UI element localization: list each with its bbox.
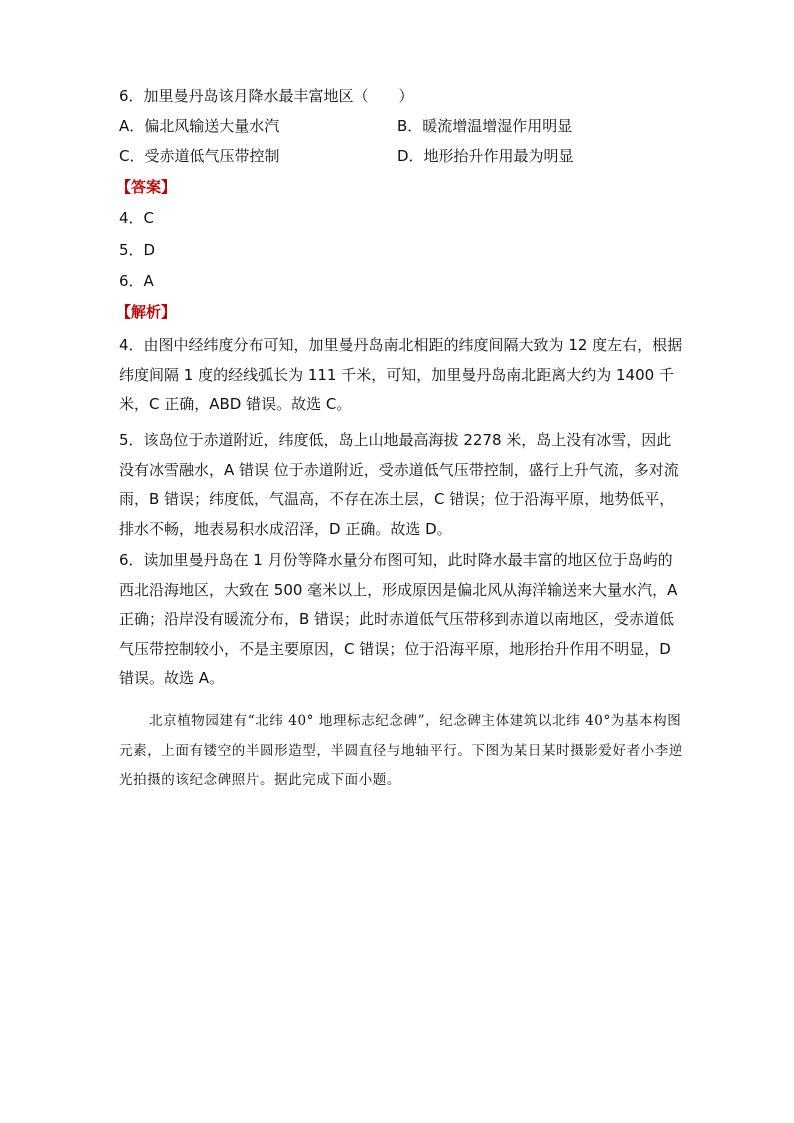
question-6-stem: 6．加里曼丹岛该月降水最丰富地区（ ） [119,87,414,105]
question-6-option-a: A．偏北风输送大量水汽 [119,117,280,135]
question-6-option-d: D．地形抬升作用最为明显 [397,147,574,165]
analysis-heading: 【解析】 [116,303,177,321]
analysis-paragraph-6: 6．读加里曼丹岛在 1 月份等降水量分布图可知，此时降水最丰富的地区位于岛屿的西北沿海地区，大致在 500 毫米以上，形成原因是偏北风从海洋输送来大量水汽，A 正确；沿岸没有暖流分布，B 错误；此时赤道低气压带移到赤道以南地区，受赤道低气压带控制较小，不是主要原因，C 错误；位于沿海平原，地形抬升作用不明显，D 错误。故选 A。 [119,551,678,687]
question-6-option-b: B．暖流增温增湿作用明显 [397,117,573,135]
intro-passage: 北京植物园建有“北纬 40° 地理标志纪念碑”，纪念碑主体建筑以北纬 40°为基本构图元素，上面有镂空的半圆形造型，半圆直径与地轴平行。下图为某日某时摄影爱好者小李逆光拍摄的该纪念碑照片。据此完成下面小题。 [119,713,683,788]
answer-4: 4．C [119,209,155,227]
analysis-paragraph-5: 5．该岛位于赤道附近，纬度低，岛上山地最高海拔 2278 米，岛上没有冰雪，因此没有冰雪融水，A 错误 位于赤道附近，受赤道低气压带控制，盛行上升气流，多对流雨，B 错误；纬度低，气温高，不存在冻土层，C 错误；位于沿海平原，地势低平，排水不畅，地表易积水成沼泽，D 正确。故选 D。 [119,431,679,538]
analysis-paragraph-4: 4．由图中经纬度分布可知，加里曼丹岛南北相距的纬度间隔大致为 12 度左右，根据纬度间隔 1 度的经线弧长为 111 千米，可知，加里曼丹岛南北距离大约为 1400 千米，C 正确，ABD 错误。故选 C。 [119,336,683,413]
answer-6: 6．A [119,272,154,290]
question-6-option-c: C．受赤道低气压带控制 [119,147,280,165]
answer-heading: 【答案】 [116,178,177,196]
answer-5: 5．D [119,241,156,259]
